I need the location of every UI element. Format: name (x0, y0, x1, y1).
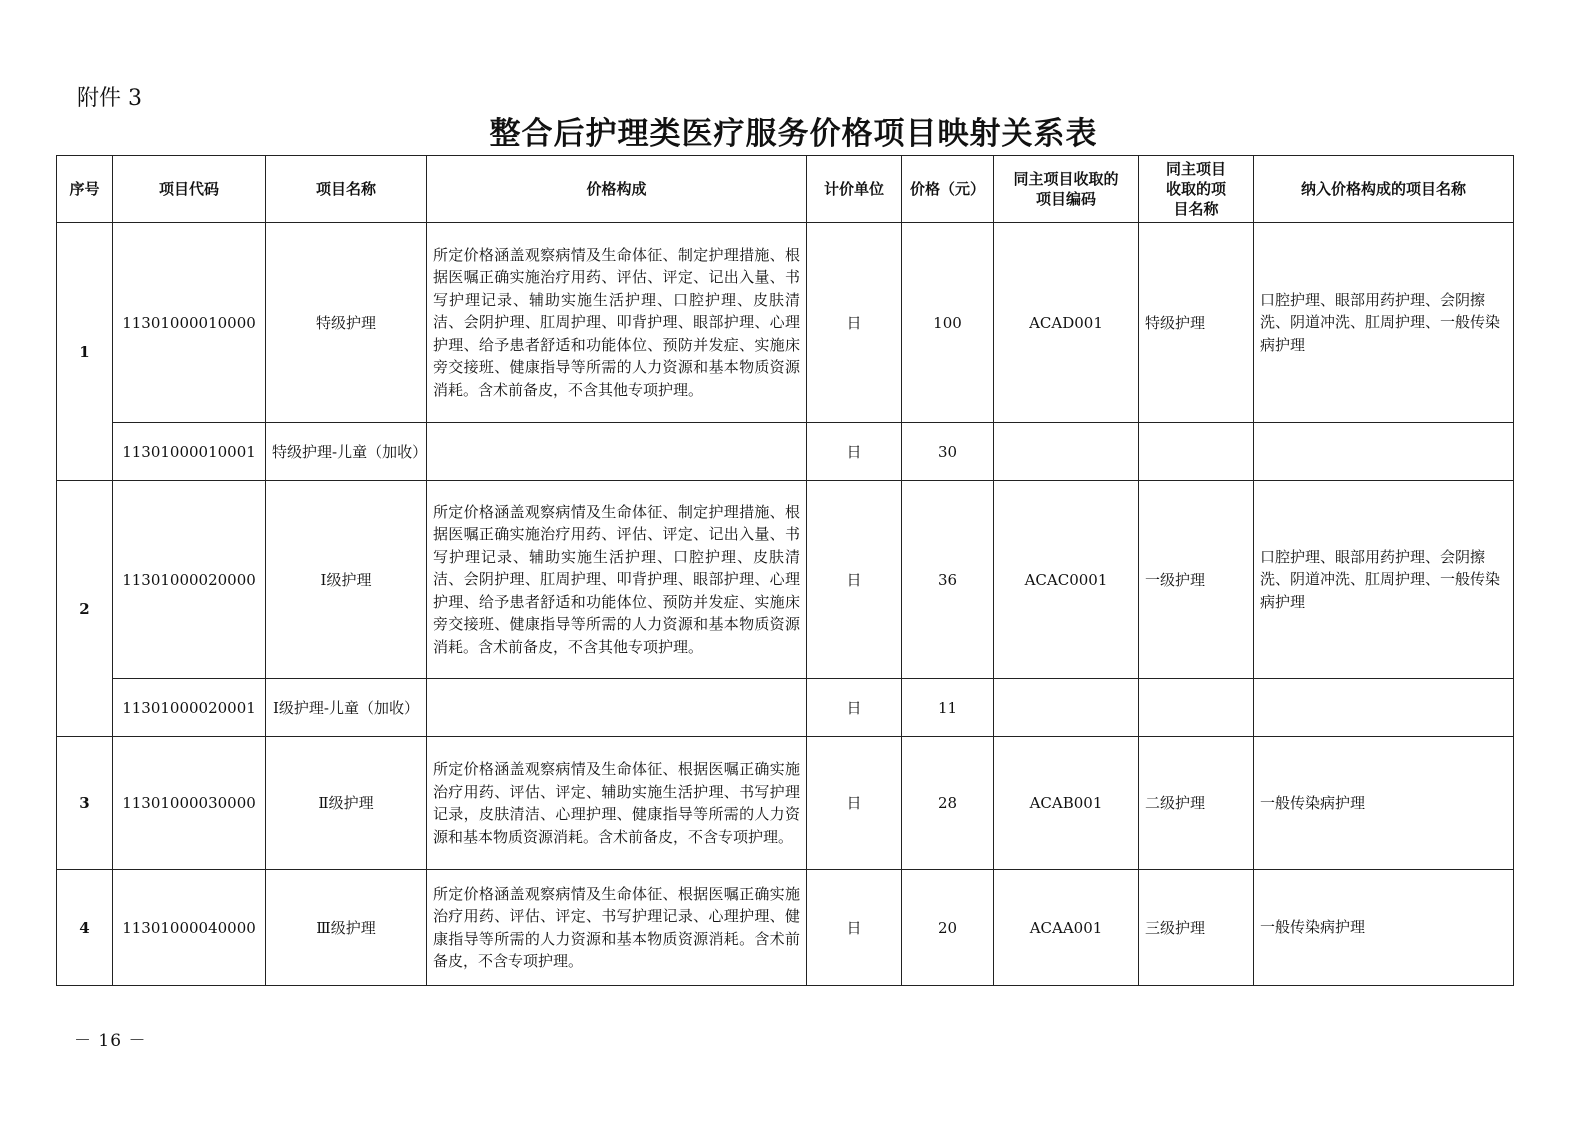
same-name-cell (1139, 679, 1254, 737)
same-code-cell: ACAA001 (994, 870, 1139, 986)
price-composition-cell: 所定价格涵盖观察病情及生命体征、根据医嘱正确实施治疗用药、评估、评定、书写护理记录、心理护理、健康指导等所需的人力资源和基本物质资源消耗。含术前备皮，不含专项护理。 (427, 870, 807, 986)
same-name-cell (1139, 423, 1254, 481)
price-composition-cell: 所定价格涵盖观察病情及生命体征、制定护理措施、根据医嘱正确实施治疗用药、评估、评定、记出入量、书写护理记录、辅助实施生活护理、口腔护理、皮肤清洁、会阴护理、肛周护理、叩背护理、眼部护理、心理护理、给予患者舒适和功能体位、预防并发症、实施床旁交接班、健康指导等所需的人力资源和基本物质资源消耗。含术前备皮，不含其他专项护理。 (427, 481, 807, 679)
header-price: 价格（元） (902, 156, 994, 223)
table-row (57, 679, 1514, 737)
header-seq: 序号 (57, 156, 113, 223)
price-composition-cell (427, 423, 807, 481)
included-cell (1254, 679, 1514, 737)
seq-cell: 3 (57, 737, 113, 870)
seq-cell: 1 (57, 223, 113, 481)
price-cell: 100 (902, 223, 994, 423)
name-cell: Ⅲ级护理 (266, 870, 427, 986)
header-code: 项目代码 (113, 156, 266, 223)
included-cell (1254, 423, 1514, 481)
header-price-composition: 价格构成 (427, 156, 807, 223)
unit-cell: 日 (807, 679, 902, 737)
same-code-cell: ACAD001 (994, 223, 1139, 423)
code-cell: 11301000020001 (113, 679, 266, 737)
price-cell: 30 (902, 423, 994, 481)
header-row (57, 156, 1514, 223)
name-cell: Ⅰ级护理-儿童（加收） (266, 679, 427, 737)
header-same-code: 同主项目收取的项目编码 (994, 156, 1139, 223)
document-title: 整合后护理类医疗服务价格项目映射关系表 (489, 116, 1098, 152)
same-name-cell: 特级护理 (1139, 223, 1254, 423)
name-cell: 特级护理-儿童（加收） (266, 423, 427, 481)
code-cell: 11301000030000 (113, 737, 266, 870)
unit-cell: 日 (807, 870, 902, 986)
price-cell: 28 (902, 737, 994, 870)
page-number: － 16 － (74, 1031, 147, 1051)
unit-cell: 日 (807, 223, 902, 423)
header-name: 项目名称 (266, 156, 427, 223)
included-cell: 一般传染病护理 (1254, 870, 1514, 986)
table-row (57, 737, 1514, 870)
included-cell: 口腔护理、眼部用药护理、会阴擦洗、阴道冲洗、肛周护理、一般传染病护理 (1254, 223, 1514, 423)
price-composition-cell: 所定价格涵盖观察病情及生命体征、制定护理措施、根据医嘱正确实施治疗用药、评估、评定、记出入量、书写护理记录、辅助实施生活护理、口腔护理、皮肤清洁、会阴护理、肛周护理、叩背护理、眼部护理、心理护理、给予患者舒适和功能体位、预防并发症、实施床旁交接班、健康指导等所需的人力资源和基本物质资源消耗。含术前备皮，不含其他专项护理。 (427, 223, 807, 423)
included-cell: 口腔护理、眼部用药护理、会阴擦洗、阴道冲洗、肛周护理、一般传染病护理 (1254, 481, 1514, 679)
unit-cell: 日 (807, 481, 902, 679)
price-cell: 36 (902, 481, 994, 679)
same-code-cell (994, 679, 1139, 737)
price-composition-cell: 所定价格涵盖观察病情及生命体征、根据医嘱正确实施治疗用药、评估、评定、辅助实施生活护理、书写护理记录，皮肤清洁、心理护理、健康指导等所需的人力资源和基本物质资源消耗。含术前备皮，不含专项护理。 (427, 737, 807, 870)
code-cell: 11301000010001 (113, 423, 266, 481)
same-code-cell (994, 423, 1139, 481)
attachment-label: 附件 3 (77, 86, 142, 111)
same-code-cell: ACAB001 (994, 737, 1139, 870)
header-included: 纳入价格构成的项目名称 (1254, 156, 1514, 223)
same-name-cell: 一级护理 (1139, 481, 1254, 679)
header-same-name: 同主项目收取的项目名称 (1139, 156, 1254, 223)
seq-cell: 4 (57, 870, 113, 986)
price-mapping-table (56, 155, 1514, 986)
unit-cell: 日 (807, 423, 902, 481)
price-cell: 20 (902, 870, 994, 986)
table-row (57, 423, 1514, 481)
name-cell: 特级护理 (266, 223, 427, 423)
code-cell: 11301000040000 (113, 870, 266, 986)
included-cell: 一般传染病护理 (1254, 737, 1514, 870)
same-code-cell: ACAC0001 (994, 481, 1139, 679)
header-unit: 计价单位 (807, 156, 902, 223)
code-cell: 11301000010000 (113, 223, 266, 423)
name-cell: Ⅱ级护理 (266, 737, 427, 870)
table-row (57, 223, 1514, 423)
table-row (57, 870, 1514, 986)
same-name-cell: 三级护理 (1139, 870, 1254, 986)
price-cell: 11 (902, 679, 994, 737)
price-composition-cell (427, 679, 807, 737)
same-name-cell: 二级护理 (1139, 737, 1254, 870)
unit-cell: 日 (807, 737, 902, 870)
code-cell: 11301000020000 (113, 481, 266, 679)
name-cell: Ⅰ级护理 (266, 481, 427, 679)
table-row (57, 481, 1514, 679)
seq-cell: 2 (57, 481, 113, 737)
